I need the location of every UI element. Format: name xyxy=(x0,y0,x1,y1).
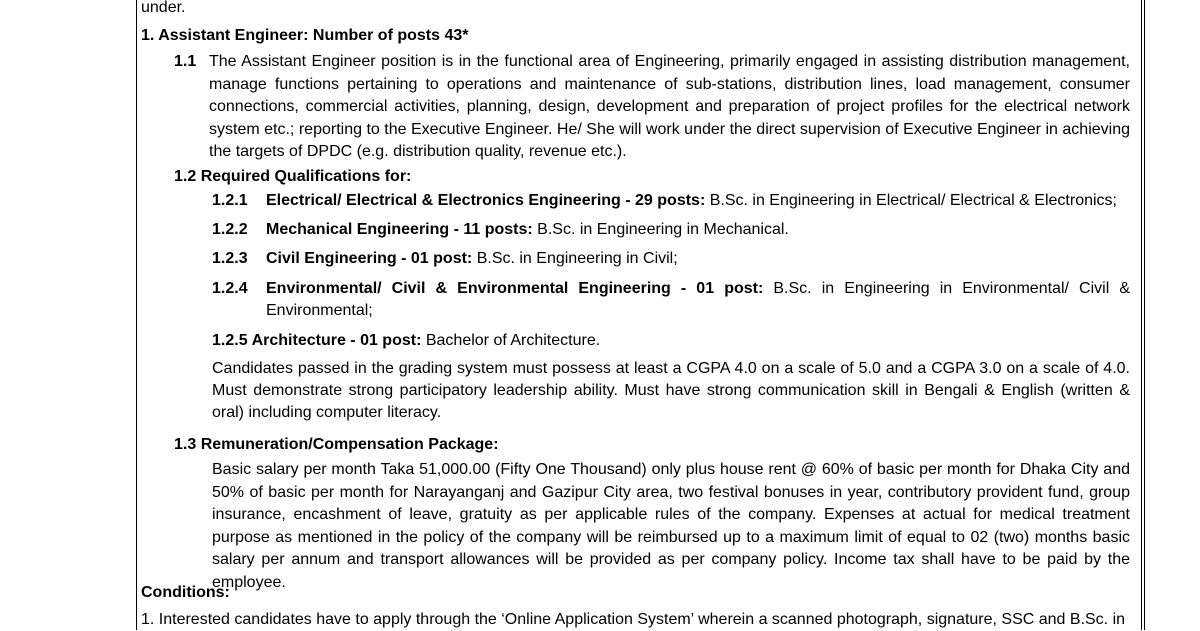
section-1-1-number: 1.1 xyxy=(174,53,197,70)
section-1-3-heading: 1.3 Remuneration/Compensation Package: xyxy=(174,436,499,453)
section-1-1-text: The Assistant Engineer position is in the functional area of Engineering, primarily engaged in assisting distribution management, manage functions pertaining to operations and maintenance of sub-stations, distribution lines, load management, consumer connections, commercial activities, planning, design, development and preparation of project profiles for the electrical network system etc.; reporting to the Executive Engineer. He/ She will work under the direct supervision of Executive Engineer in achieving the targets of DPDC (e.g. distribution quality, revenue etc.). xyxy=(209,53,1130,161)
qualification-item xyxy=(212,190,1130,212)
qualification-text: Bachelor of Architecture. xyxy=(421,332,601,349)
qualification-number: 1.2.2 xyxy=(212,221,248,238)
condition-item-1: 1. Interested candidates have to apply through the ‘Online Application System’ wherein a scanned photograph, signature, SSC and B.Sc. in xyxy=(141,611,1126,628)
qualification-item xyxy=(212,278,1130,322)
document-page xyxy=(141,0,1131,630)
qualification-label: Electrical/ Electrical & Electronics Engineering - 29 posts: xyxy=(266,192,706,209)
qualification-item xyxy=(212,248,1130,270)
qualification-label: Civil Engineering - 01 post: xyxy=(266,250,473,267)
top-fragment: under. xyxy=(141,0,186,16)
qualification-label: Mechanical Engineering - 11 posts: xyxy=(266,221,533,238)
qualification-number: 1.2.3 xyxy=(212,250,248,267)
qualification-item xyxy=(212,219,1130,241)
qualification-text: B.Sc. in Engineering in Civil; xyxy=(472,250,678,267)
conditions-heading: Conditions: xyxy=(141,584,230,601)
qualification-note: Candidates passed in the grading system must possess at least a CGPA 4.0 on a scale of 5.0 and a CGPA 3.0 on a scale of 4.0. Must demonstrate strong participatory leadership ability. Must have strong communication skill in Bengali & English (written & oral) including computer literacy. xyxy=(212,360,1130,421)
qualification-item xyxy=(212,330,1130,352)
section-1-2-heading: 1.2 Required Qualifications for: xyxy=(174,168,412,185)
qualification-text: B.Sc. in Engineering in Environmental/ Civil & Environmental; xyxy=(266,280,1130,319)
section-1-heading: 1. Assistant Engineer: Number of posts 43* xyxy=(141,27,469,44)
page-border-right-inner xyxy=(1144,0,1145,630)
qualification-number: 1.2.5 xyxy=(212,332,248,349)
qualification-text: B.Sc. in Engineering in Mechanical. xyxy=(532,221,789,238)
page-border-left xyxy=(136,0,137,630)
qualification-number: 1.2.1 xyxy=(212,192,248,209)
qualification-text: B.Sc. in Engineering in Electrical/ Electrical & Electronics; xyxy=(705,192,1117,209)
qualification-number: 1.2.4 xyxy=(212,280,248,297)
remuneration-text: Basic salary per month Taka 51,000.00 (Fifty One Thousand) only plus house rent @ 60% of basic per month for Dhaka City and 50% of basic per month for Narayanganj and Gazipur City area, two festival bonuses in year, contributory provident fund, group insurance, encashment of leave, gratuity as per applicable rules of the company. Expenses at actual for medical treatment purpose as mentioned in the policy of the company will be reimbursed up to a maximum limit of equal to 02 (two) months basic salary per annum and transport allowances will be provided as per company policy. Income tax shall have to be paid by the employee. xyxy=(212,461,1130,591)
page-border-right xyxy=(1141,0,1142,630)
qualification-label: Environmental/ Civil & Environmental Engineering - 01 post: xyxy=(266,280,764,297)
qualification-label: Architecture - 01 post: xyxy=(251,332,422,349)
